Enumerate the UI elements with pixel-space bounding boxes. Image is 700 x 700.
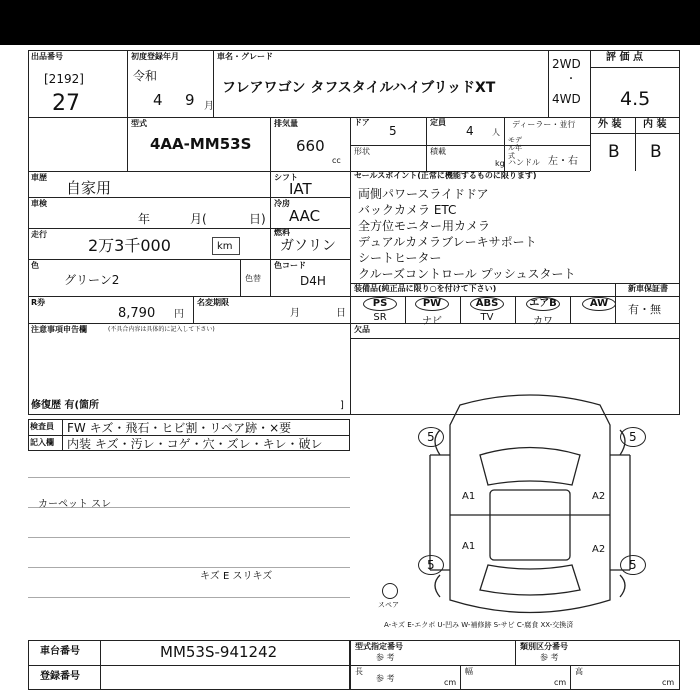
- handle-value: 左・右: [548, 156, 578, 167]
- shift-label: シフト: [274, 173, 298, 182]
- spare-tire-circle: [382, 583, 398, 599]
- lot-number: 27: [52, 91, 80, 116]
- doors-label: ドア: [354, 118, 370, 127]
- width-unit: cm: [554, 678, 567, 687]
- fuel-value: ガソリン: [280, 238, 336, 254]
- shape-label: 形状: [354, 147, 370, 156]
- divider: [350, 145, 590, 146]
- form-number-label: 型式指定番号: [355, 642, 403, 651]
- inspector-note: キズ E スリキズ: [200, 571, 273, 582]
- note-line: [28, 477, 350, 478]
- divider: [570, 296, 571, 323]
- usage-label: 車歴: [31, 173, 47, 182]
- sales-point-item: バックカメラ ETC: [358, 203, 457, 217]
- top-black-bar: [0, 0, 700, 45]
- damage-mark: A2: [592, 491, 606, 502]
- tire-value: 5: [427, 558, 435, 572]
- inspection-label: 車検: [31, 199, 47, 208]
- divider: [515, 296, 516, 323]
- sales-point-item: シートヒーター: [358, 251, 442, 265]
- divider: [405, 296, 406, 323]
- length-unit: cm: [444, 678, 457, 687]
- displacement-unit: cc: [332, 156, 341, 165]
- color-label: 色: [31, 261, 39, 270]
- equipment-name: SR: [373, 312, 387, 323]
- equipment-code: PS: [363, 297, 397, 311]
- model-label: 型式: [131, 119, 147, 128]
- mileage-unit: km: [217, 241, 233, 252]
- repair-close: ]: [340, 400, 344, 411]
- chassis-label: 車台番号: [40, 646, 80, 657]
- displacement-label: 排気量: [274, 119, 298, 128]
- divider: [127, 117, 128, 171]
- equipment-name: ナビ: [422, 316, 442, 327]
- lot-label: 出品番号: [31, 52, 63, 61]
- drive-4wd: 4WD: [552, 92, 581, 106]
- divider: [240, 259, 241, 296]
- divider: [350, 338, 680, 339]
- repair-history: 修復歴 有(箇所: [31, 400, 100, 411]
- damage-legend: A-キズ E-エクボ U-凹み W-補修跡 S-サビ C-腐食 XX-交換済: [384, 621, 574, 629]
- divider: [570, 665, 571, 690]
- rating-score: 4.5: [620, 88, 651, 110]
- dealer-label: ディーラー・並行: [512, 120, 576, 129]
- rating-label: 評 価 点: [606, 52, 643, 63]
- equipment-name: TV: [480, 312, 494, 323]
- height-unit: cm: [662, 678, 675, 687]
- inspection-year: 年: [138, 212, 151, 226]
- divider: [548, 50, 549, 117]
- damage-mark: A2: [592, 544, 606, 555]
- ac-label: 冷房: [274, 199, 290, 208]
- divider: [28, 665, 350, 666]
- usage-value: 自家用: [66, 179, 112, 197]
- first-reg-year: 4: [153, 91, 163, 109]
- displacement-value: 660: [296, 137, 325, 155]
- equipment-code: AW: [582, 297, 616, 311]
- recycle-label: R券: [31, 298, 46, 307]
- fuel-label: 燃料: [274, 228, 290, 237]
- mileage-value: 2万3千000: [88, 236, 171, 255]
- height-label: 高: [575, 667, 583, 676]
- drive-2wd: 2WD: [552, 57, 581, 71]
- spare-tire-label: スペア: [378, 601, 399, 609]
- mileage-label: 走行: [31, 230, 47, 239]
- divider: [28, 435, 350, 436]
- divider: [28, 323, 680, 324]
- equipment-name: カワ: [533, 316, 553, 327]
- ac-value: AAC: [289, 207, 321, 225]
- divider: [350, 665, 680, 666]
- inspector-row: FW キズ・飛石・ヒビ割・リペア跡・×要: [67, 421, 292, 435]
- load-unit: kg: [495, 159, 505, 168]
- capacity-label: 定員: [430, 118, 446, 127]
- lot-bracket: [2192]: [44, 72, 84, 86]
- inspection-month: 月(: [190, 212, 207, 226]
- equipment-code: ABS: [470, 297, 504, 311]
- model-value: 4AA-MM53S: [150, 135, 252, 153]
- name-change-label: 名変期限: [197, 298, 229, 307]
- damage-mark: A1: [462, 491, 476, 502]
- note-line: [28, 597, 350, 598]
- name-change-month: 月: [290, 308, 300, 319]
- load-label: 積載: [430, 147, 446, 156]
- inspection-day: 日): [249, 212, 266, 226]
- divider: [590, 67, 680, 68]
- divider: [635, 117, 636, 171]
- width-label: 幅: [465, 667, 473, 676]
- first-reg-month: 9: [185, 91, 195, 109]
- inspector-note: カーペット スレ: [38, 499, 112, 510]
- divider: [28, 296, 680, 297]
- interior-grade: B: [650, 142, 662, 162]
- color-code-value: D4H: [300, 274, 326, 288]
- color-code-label: 色コード: [274, 261, 306, 270]
- note-line: [28, 537, 350, 538]
- first-reg-era: 令和: [133, 69, 158, 83]
- chassis-value: MM53S-941242: [160, 643, 278, 661]
- divider: [100, 640, 101, 690]
- damage-mark: A1: [462, 541, 476, 552]
- divider: [515, 640, 516, 665]
- tire-value: 5: [427, 430, 435, 444]
- inspector-label: 記入欄: [30, 438, 54, 447]
- divider: [28, 171, 350, 172]
- interior-label: 内 装: [643, 119, 667, 130]
- sales-point-item: クルーズコントロール プッシュスタート: [358, 267, 576, 281]
- note-line: [28, 567, 350, 568]
- doors-value: 5: [389, 124, 397, 138]
- name-change-day: 日: [336, 308, 346, 319]
- sales-points-label: セールスポイント(正常に機能するものに限ります): [354, 171, 537, 180]
- divider: [28, 228, 350, 229]
- divider: [426, 117, 427, 171]
- divider: [127, 50, 128, 117]
- notes-sub: (不具合内容は具体的に記入して下さい): [108, 326, 215, 333]
- tire-value: 5: [629, 430, 637, 444]
- color-change-label: 色替: [245, 274, 261, 283]
- upper-form-border: [28, 50, 680, 415]
- sales-point-item: 全方位モニター用カメラ: [358, 219, 491, 233]
- sales-point-item: デュアルカメラブレーキサポート: [358, 235, 537, 249]
- color-value: グリーン2: [64, 273, 120, 287]
- inspector-row: 内装 キズ・汚レ・コゲ・穴・ズレ・キレ・破レ: [67, 437, 323, 451]
- equipment-label: 装備品(純正品に限り○を付けて下さい): [354, 284, 497, 293]
- capacity-unit: 人: [492, 128, 500, 137]
- class-number-label: 類別区分番号: [520, 642, 568, 651]
- model-year-label: モデル年式: [508, 136, 522, 160]
- first-reg-label: 初度登録年月: [131, 52, 179, 61]
- shift-value: IAT: [289, 180, 312, 198]
- first-reg-month-unit: 月: [204, 101, 214, 112]
- car-damage-diagram: [400, 385, 660, 635]
- car-name-label: 車名・グレード: [217, 52, 273, 61]
- drive-dot: ・: [566, 74, 576, 85]
- exterior-grade: B: [608, 142, 620, 162]
- divider: [460, 665, 461, 690]
- inspector-label: 検査員: [30, 422, 54, 431]
- divider: [350, 117, 351, 415]
- divider: [62, 419, 63, 451]
- recycle-value: 8,790: [118, 306, 156, 321]
- length-ref: 参 考: [376, 674, 395, 683]
- new-car-warranty-label: 新車保証書: [628, 284, 668, 293]
- missing-items-label: 欠品: [354, 325, 370, 334]
- auction-sheet: [0, 45, 700, 700]
- divider: [193, 296, 194, 323]
- reg-number-label: 登録番号: [40, 671, 80, 682]
- car-name-value: フレアワゴン タフスタイルハイブリッドXT: [222, 80, 496, 96]
- divider: [28, 259, 350, 260]
- divider: [590, 50, 591, 171]
- sales-point-item: 両側パワースライドドア: [358, 187, 489, 201]
- tire-value: 5: [629, 558, 637, 572]
- recycle-unit: 円: [174, 309, 184, 320]
- exterior-label: 外 装: [598, 119, 622, 130]
- capacity-value: 4: [466, 124, 474, 138]
- form-number-ref: 参 考: [376, 653, 395, 662]
- equipment-code: エアB: [526, 297, 560, 311]
- divider: [270, 117, 271, 296]
- notes-label: 注意事項申告欄: [31, 325, 87, 334]
- class-number-ref: 参 考: [540, 653, 559, 662]
- length-label: 長: [355, 667, 363, 676]
- handle-label: ハンドル: [508, 158, 540, 167]
- new-car-warranty-value: 有・無: [628, 303, 661, 316]
- equipment-code: PW: [415, 297, 449, 311]
- divider: [460, 296, 461, 323]
